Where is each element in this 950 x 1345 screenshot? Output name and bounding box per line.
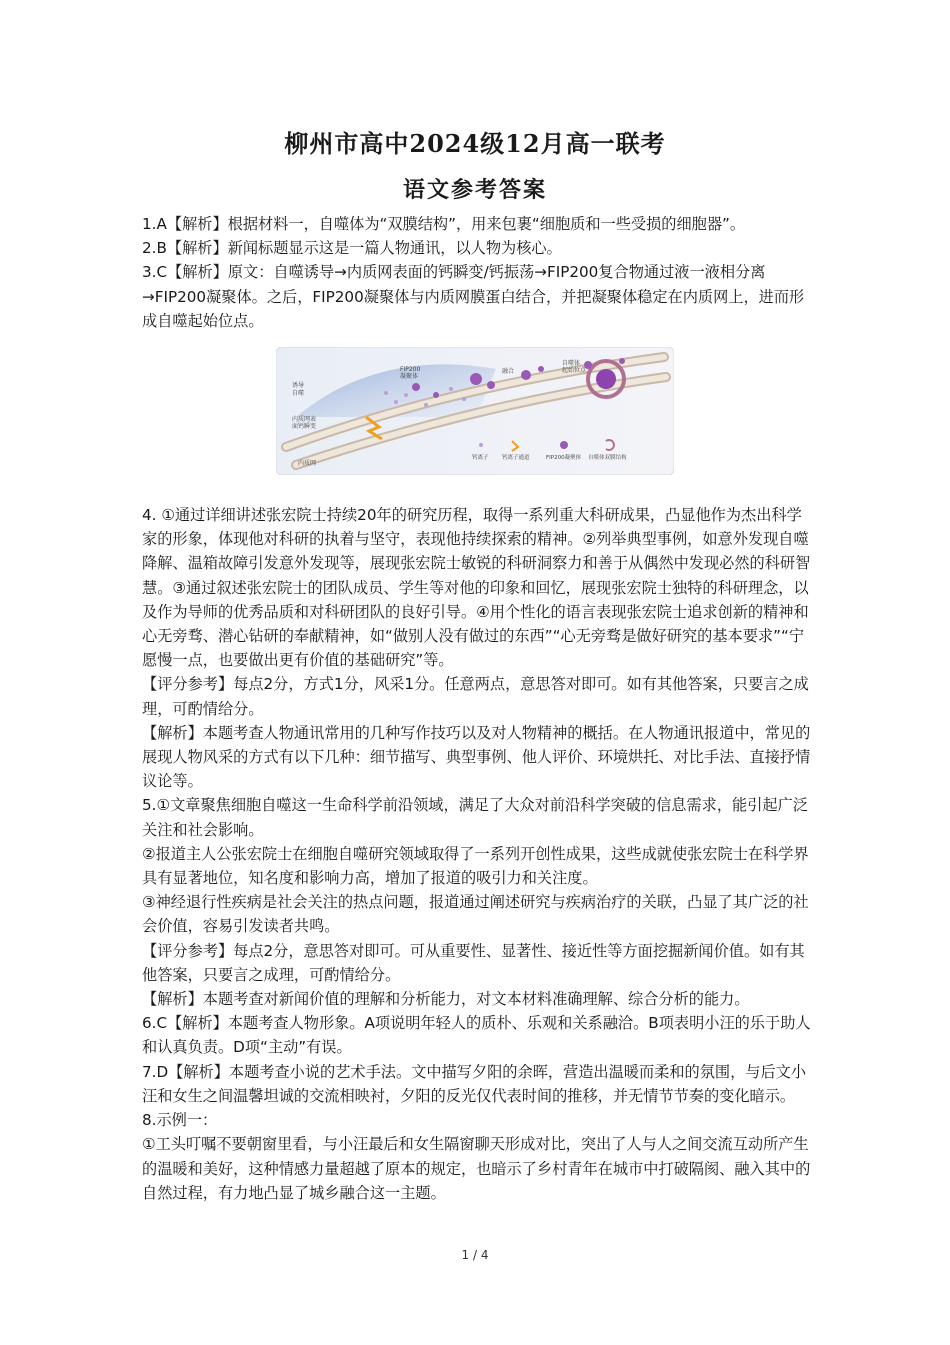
label-initiation-site: 起始位点 bbox=[562, 367, 587, 375]
label-er: 内质网 bbox=[298, 460, 317, 468]
autophagy-diagram bbox=[276, 347, 674, 475]
label-autophagy: 自噬 bbox=[292, 390, 305, 398]
legend-ion: 钙离子 bbox=[472, 455, 489, 462]
answer-8-heading: 8.示例一： bbox=[142, 1111, 218, 1130]
answer-5-point-3: ③神经退行性疾病是社会关注的热点问题，报道通过阐述研究与疾病治疗的关联，凸显了其广泛的社会价值，容易引发读者共鸣。 bbox=[142, 893, 809, 936]
legend-autophagosome-structure: 自噬体双膜结构 bbox=[588, 455, 627, 462]
answer-6: 6.C【解析】本题考查人物形象。A项说明年轻人的质朴、乐观和关系融洽。B项表明小汪的乐于助人和认真负责。D项“主动”有误。 bbox=[142, 1014, 811, 1057]
answer-8-point-1: ①工头叮嘱不要朝窗里看，与小汪最后和女生隔窗聊天形成对比，突出了人与人之间交流互动所产生的温暖和美好，这种情感力量超越了原本的规定，也暗示了乡村青年在城市中打破隔阂、融入其中的自然过程，有力地凸显了城乡融合这一主题。 bbox=[142, 1135, 811, 1202]
answer-body bbox=[142, 212, 812, 1205]
document-subtitle: 语文参考答案 bbox=[402, 177, 547, 203]
answer-4: 4. ①通过详细讲述张宏院士持续20年的研究历程，取得一系列重大科研成果，凸显他作为杰出科学家的形象，体现他对科研的执着与坚守，表现他持续探索的精神。②列举典型事例，如意外发现自噬降解、温箱故障引发意外发现等，展现张宏院士敏锐的科研洞察力和善于从偶然中发现必然的科研智慧。③通过叙述张宏院士的团队成员、学生等对他的印象和回忆，展现张宏院士独特的科研理念，以及作为导师的优秀品质和对科研团队的良好引导。④用个性化的语言表现张宏院士追求创新的精神和心无旁骛、潜心钻研的奉献精神，如“做别人没有做过的东西”“心无旁骛是做好研究的基本要求”“宁愿慢一点，也要做出更有价值的基础研究”等。 bbox=[142, 506, 811, 670]
answer-7: 7.D【解析】本题考查小说的艺术手法。文中描写夕阳的余晖，营造出温暖而柔和的氛围，与后文小汪和女生之间温馨坦诚的交流相映衬，夕阳的反光仅代表时间的推移，并无情节节奏的变化暗示。 bbox=[142, 1062, 807, 1105]
answer-5-scoring: 【评分参考】每点2分，意思答对即可。可从重要性、显著性、接近性等方面挖掘新闻价值。如有其他答案，只要言之成理，可酌情给分。 bbox=[142, 941, 805, 984]
label-condensate: 凝聚体 bbox=[400, 373, 419, 381]
answer-5-point-1: 5.①文章聚焦细胞自噬这一生命科学前沿领域，满足了大众对前沿科学突破的信息需求，能引起广泛关注和社会影响。 bbox=[142, 796, 808, 839]
legend-fip-condensate: FIP200凝聚体 bbox=[546, 455, 582, 462]
answer-1: 1.A【解析】根据材料一，自噬体为“双膜结构”，用来包裹“细胞质和一些受损的细胞器”。 bbox=[142, 215, 746, 233]
label-fusion: 融合 bbox=[502, 368, 515, 376]
document-title: 柳州市高中2024级12月高一联考 bbox=[284, 129, 666, 158]
answer-4-scoring: 【评分参考】每点2分，方式1分，风采1分。任意两点，意思答对即可。如有其他答案，只要言之成理，可酌情给分。 bbox=[142, 675, 809, 718]
label-er-surface: 内质网表 bbox=[292, 416, 317, 424]
label-autophagosome: 自噬体 bbox=[562, 360, 581, 368]
answer-5-point-2: ②报道主人公张宏院士在细胞自噬研究领域取得了一系列开创性成果，这些成就使张宏院士在科学界具有显著地位，知名度和影响力高，增加了报道的吸引力和关注度。 bbox=[142, 844, 809, 888]
label-induce: 诱导 bbox=[292, 382, 305, 390]
page-number: 1 / 4 bbox=[461, 1248, 489, 1262]
answer-2: 2.B【解析】新闻标题显示这是一篇人物通讯，以人物为核心。 bbox=[142, 239, 562, 258]
answer-4-analysis: 【解析】本题考查人物通讯常用的几种写作技巧以及对人物精神的概括。在人物通讯报道中，常见的展现人物风采的方式有以下几种：细节描写、典型事例、他人评价、环境烘托、对比手法、直接抒情议论等。 bbox=[142, 723, 811, 791]
label-calcium: 面钙瞬变 bbox=[292, 423, 317, 431]
answer-5-analysis: 【解析】本题考查对新闻价值的理解和分析能力，对文本材料准确理解、综合分析的能力。 bbox=[142, 990, 750, 1009]
label-fip200: FIP200 bbox=[400, 366, 421, 374]
legend-channel: 钙离子通道 bbox=[502, 455, 530, 462]
answer-3: 3.C【解析】原文：自噬诱导→内质网表面的钙瞬变/钙振荡→FIP200复合物通过液一液相分离→FIP200凝聚体。之后，FIP200凝聚体与内质网膜蛋白结合，并把凝聚体稳定在内质网上，进而形成自噬起始位点。 bbox=[142, 263, 805, 330]
